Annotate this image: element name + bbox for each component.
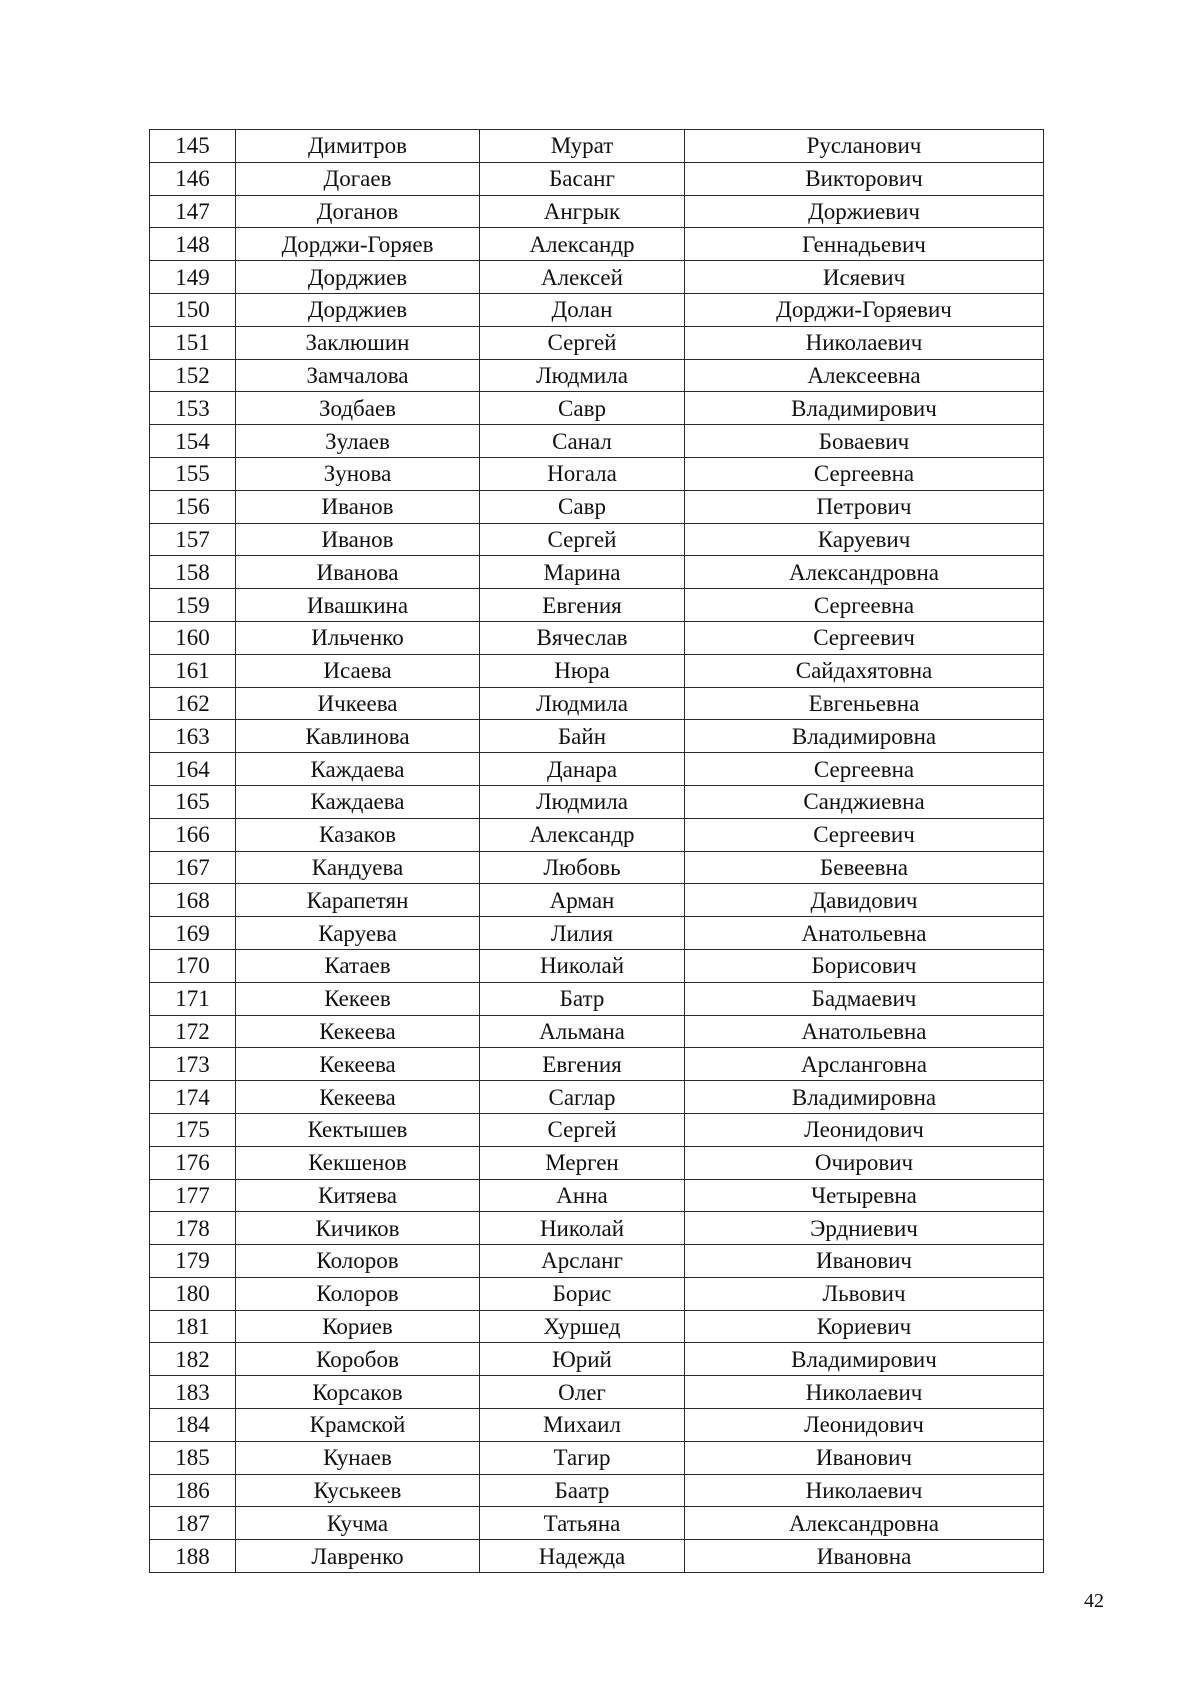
row-number-cell: 182 [150,1343,236,1376]
table-row [150,556,1044,589]
first-name-cell: Надежда [480,1540,685,1573]
first-name-cell: Николай [480,1212,685,1245]
first-name-cell: Вячеслав [480,621,685,654]
row-number-cell: 165 [150,785,236,818]
row-number-cell: 168 [150,884,236,917]
table-row [150,293,1044,326]
last-name-cell: Догаев [236,162,480,195]
first-name-cell: Олег [480,1376,685,1409]
patronymic-cell: Владимирович [685,392,1044,425]
last-name-cell: Иванова [236,556,480,589]
page-number: 42 [1084,1590,1104,1612]
patronymic-cell: Николаевич [685,1376,1044,1409]
patronymic-cell: Петрович [685,490,1044,523]
table-row [150,1376,1044,1409]
patronymic-cell: Николаевич [685,1474,1044,1507]
table-row [150,162,1044,195]
table-row [150,228,1044,261]
table-row [150,1277,1044,1310]
patronymic-cell: Санджиевна [685,785,1044,818]
table-row [150,359,1044,392]
last-name-cell: Доганов [236,195,480,228]
table-row [150,1507,1044,1540]
patronymic-cell: Давидович [685,884,1044,917]
last-name-cell: Колоров [236,1245,480,1278]
roster-table-body [150,130,1044,1573]
row-number-cell: 177 [150,1179,236,1212]
patronymic-cell: Иванович [685,1441,1044,1474]
last-name-cell: Каждаева [236,753,480,786]
table-row [150,1113,1044,1146]
first-name-cell: Тагир [480,1441,685,1474]
first-name-cell: Савр [480,392,685,425]
row-number-cell: 179 [150,1245,236,1278]
last-name-cell: Замчалова [236,359,480,392]
patronymic-cell: Эрдниевич [685,1212,1044,1245]
row-number-cell: 171 [150,982,236,1015]
row-number-cell: 154 [150,425,236,458]
last-name-cell: Исаева [236,654,480,687]
last-name-cell: Карапетян [236,884,480,917]
first-name-cell: Сергей [480,326,685,359]
last-name-cell: Зодбаев [236,392,480,425]
table-row [150,1212,1044,1245]
table-row [150,753,1044,786]
row-number-cell: 174 [150,1081,236,1114]
last-name-cell: Кичиков [236,1212,480,1245]
row-number-cell: 172 [150,1015,236,1048]
patronymic-cell: Дорджи-Горяевич [685,293,1044,326]
patronymic-cell: Каруевич [685,523,1044,556]
last-name-cell: Кандуева [236,851,480,884]
row-number-cell: 169 [150,917,236,950]
row-number-cell: 160 [150,621,236,654]
row-number-cell: 187 [150,1507,236,1540]
table-row [150,1048,1044,1081]
row-number-cell: 170 [150,949,236,982]
first-name-cell: Нюра [480,654,685,687]
first-name-cell: Ногала [480,457,685,490]
first-name-cell: Александр [480,228,685,261]
first-name-cell: Савр [480,490,685,523]
table-row [150,720,1044,753]
last-name-cell: Китяева [236,1179,480,1212]
patronymic-cell: Сергеевич [685,818,1044,851]
table-row [150,1310,1044,1343]
table-row [150,1146,1044,1179]
last-name-cell: Колоров [236,1277,480,1310]
table-row [150,1540,1044,1573]
patronymic-cell: Евгеньевна [685,687,1044,720]
table-row [150,457,1044,490]
first-name-cell: Байн [480,720,685,753]
patronymic-cell: Александровна [685,556,1044,589]
row-number-cell: 167 [150,851,236,884]
table-row [150,1179,1044,1212]
row-number-cell: 183 [150,1376,236,1409]
patronymic-cell: Леонидович [685,1113,1044,1146]
row-number-cell: 150 [150,293,236,326]
first-name-cell: Мерген [480,1146,685,1179]
table-row [150,261,1044,294]
patronymic-cell: Кориевич [685,1310,1044,1343]
patronymic-cell: Очирович [685,1146,1044,1179]
last-name-cell: Казаков [236,818,480,851]
row-number-cell: 173 [150,1048,236,1081]
last-name-cell: Куськеев [236,1474,480,1507]
first-name-cell: Михаил [480,1409,685,1442]
first-name-cell: Евгения [480,589,685,622]
row-number-cell: 166 [150,818,236,851]
row-number-cell: 158 [150,556,236,589]
patronymic-cell: Сергеевна [685,589,1044,622]
first-name-cell: Александр [480,818,685,851]
last-name-cell: Ичкеева [236,687,480,720]
patronymic-cell: Сайдахятовна [685,654,1044,687]
table-row [150,818,1044,851]
row-number-cell: 181 [150,1310,236,1343]
first-name-cell: Санал [480,425,685,458]
first-name-cell: Альмана [480,1015,685,1048]
patronymic-cell: Владимирович [685,1343,1044,1376]
first-name-cell: Батр [480,982,685,1015]
patronymic-cell: Владимировна [685,720,1044,753]
first-name-cell: Баатр [480,1474,685,1507]
first-name-cell: Данара [480,753,685,786]
patronymic-cell: Александровна [685,1507,1044,1540]
row-number-cell: 180 [150,1277,236,1310]
table-row [150,1474,1044,1507]
table-row [150,326,1044,359]
row-number-cell: 176 [150,1146,236,1179]
last-name-cell: Коробов [236,1343,480,1376]
first-name-cell: Любовь [480,851,685,884]
table-row [150,917,1044,950]
last-name-cell: Кучма [236,1507,480,1540]
row-number-cell: 184 [150,1409,236,1442]
first-name-cell: Людмила [480,785,685,818]
roster-table [149,129,1044,1573]
row-number-cell: 147 [150,195,236,228]
first-name-cell: Арман [480,884,685,917]
patronymic-cell: Анатольевна [685,917,1044,950]
first-name-cell: Людмила [480,359,685,392]
table-row [150,687,1044,720]
first-name-cell: Анна [480,1179,685,1212]
last-name-cell: Кекеев [236,982,480,1015]
table-row [150,785,1044,818]
patronymic-cell: Ивановна [685,1540,1044,1573]
last-name-cell: Дорджиев [236,293,480,326]
row-number-cell: 152 [150,359,236,392]
last-name-cell: Заклюшин [236,326,480,359]
last-name-cell: Кекеева [236,1015,480,1048]
row-number-cell: 153 [150,392,236,425]
first-name-cell: Сергей [480,1113,685,1146]
last-name-cell: Каруева [236,917,480,950]
row-number-cell: 157 [150,523,236,556]
table-row [150,1015,1044,1048]
first-name-cell: Борис [480,1277,685,1310]
patronymic-cell: Николаевич [685,326,1044,359]
last-name-cell: Димитров [236,130,480,163]
first-name-cell: Юрий [480,1343,685,1376]
last-name-cell: Лавренко [236,1540,480,1573]
first-name-cell: Саглар [480,1081,685,1114]
table-row [150,490,1044,523]
table-row [150,851,1044,884]
first-name-cell: Татьяна [480,1507,685,1540]
row-number-cell: 155 [150,457,236,490]
patronymic-cell: Боваевич [685,425,1044,458]
row-number-cell: 162 [150,687,236,720]
last-name-cell: Корсаков [236,1376,480,1409]
row-number-cell: 151 [150,326,236,359]
row-number-cell: 156 [150,490,236,523]
last-name-cell: Кекеева [236,1048,480,1081]
first-name-cell: Людмила [480,687,685,720]
table-row [150,589,1044,622]
row-number-cell: 178 [150,1212,236,1245]
table-row [150,1343,1044,1376]
row-number-cell: 161 [150,654,236,687]
last-name-cell: Зунова [236,457,480,490]
last-name-cell: Катаев [236,949,480,982]
row-number-cell: 149 [150,261,236,294]
patronymic-cell: Четыревна [685,1179,1044,1212]
patronymic-cell: Анатольевна [685,1015,1044,1048]
first-name-cell: Мурат [480,130,685,163]
table-row [150,1409,1044,1442]
patronymic-cell: Викторович [685,162,1044,195]
row-number-cell: 145 [150,130,236,163]
first-name-cell: Арсланг [480,1245,685,1278]
table-row [150,884,1044,917]
first-name-cell: Евгения [480,1048,685,1081]
table-row [150,1081,1044,1114]
row-number-cell: 164 [150,753,236,786]
table-row [150,130,1044,163]
table-row [150,654,1044,687]
table-row [150,195,1044,228]
patronymic-cell: Исяевич [685,261,1044,294]
row-number-cell: 163 [150,720,236,753]
last-name-cell: Ильченко [236,621,480,654]
table-row [150,949,1044,982]
patronymic-cell: Сергеевна [685,753,1044,786]
table-row [150,982,1044,1015]
first-name-cell: Долан [480,293,685,326]
first-name-cell: Басанг [480,162,685,195]
first-name-cell: Алексей [480,261,685,294]
table-row [150,523,1044,556]
last-name-cell: Кекшенов [236,1146,480,1179]
patronymic-cell: Сергеевич [685,621,1044,654]
last-name-cell: Каждаева [236,785,480,818]
table-row [150,425,1044,458]
first-name-cell: Ангрык [480,195,685,228]
first-name-cell: Хуршед [480,1310,685,1343]
patronymic-cell: Алексеевна [685,359,1044,392]
last-name-cell: Кавлинова [236,720,480,753]
patronymic-cell: Бадмаевич [685,982,1044,1015]
patronymic-cell: Львович [685,1277,1044,1310]
first-name-cell: Николай [480,949,685,982]
table-row [150,621,1044,654]
patronymic-cell: Владимировна [685,1081,1044,1114]
first-name-cell: Лилия [480,917,685,950]
last-name-cell: Иванов [236,490,480,523]
row-number-cell: 185 [150,1441,236,1474]
last-name-cell: Зулаев [236,425,480,458]
last-name-cell: Кунаев [236,1441,480,1474]
row-number-cell: 175 [150,1113,236,1146]
patronymic-cell: Арсланговна [685,1048,1044,1081]
row-number-cell: 186 [150,1474,236,1507]
table-row [150,1441,1044,1474]
patronymic-cell: Борисович [685,949,1044,982]
patronymic-cell: Русланович [685,130,1044,163]
row-number-cell: 148 [150,228,236,261]
patronymic-cell: Доржиевич [685,195,1044,228]
last-name-cell: Иванов [236,523,480,556]
patronymic-cell: Иванович [685,1245,1044,1278]
table-row [150,1245,1044,1278]
last-name-cell: Кекеева [236,1081,480,1114]
patronymic-cell: Леонидович [685,1409,1044,1442]
first-name-cell: Марина [480,556,685,589]
last-name-cell: Ивашкина [236,589,480,622]
row-number-cell: 188 [150,1540,236,1573]
row-number-cell: 146 [150,162,236,195]
last-name-cell: Крамской [236,1409,480,1442]
table-row [150,392,1044,425]
last-name-cell: Дорджиев [236,261,480,294]
patronymic-cell: Геннадьевич [685,228,1044,261]
row-number-cell: 159 [150,589,236,622]
last-name-cell: Кориев [236,1310,480,1343]
last-name-cell: Дорджи-Горяев [236,228,480,261]
patronymic-cell: Сергеевна [685,457,1044,490]
patronymic-cell: Бевеевна [685,851,1044,884]
last-name-cell: Кектышев [236,1113,480,1146]
first-name-cell: Сергей [480,523,685,556]
